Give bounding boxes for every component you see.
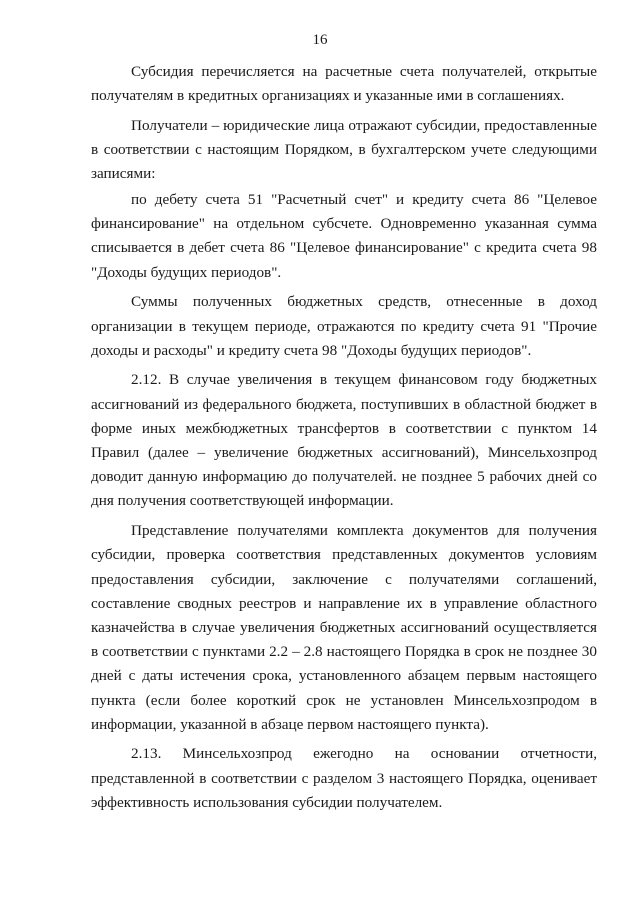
document-body <box>91 60 597 815</box>
paragraph-accounting-records: Получатели – юридические лица отражают субсидии, предоставленные в соответствии с настоящим Порядком, в бухгалтерском учете следующими записями: <box>91 116 597 183</box>
paragraph-debit-credit-entries: по дебету счета 51 "Расчетный счет" и кредиту счета 86 "Целевое финансирование" на отдельном субсчете. Одновременно указанная сумма списывается в дебет счета 86 "Целевое финансирование" с кредита счета 98 "Доходы будущих периодов". <box>91 191 597 281</box>
paragraph-income-recognition: Суммы полученных бюджетных средств, отнесенные в доход организации в текущем периоде, отражаются по кредиту счета 91 "Прочие доходы и расходы" и кредиту счета 98 "Доходы будущих периодов". <box>91 293 597 359</box>
paragraph-clause-2-13: 2.13. Минсельхозпрод ежегодно на основании отчетности, представленной в соответствии с разделом 3 настоящего Порядка, оценивает эффективность использования субсидии получателем. <box>91 745 597 811</box>
page-number: 16 <box>312 32 328 48</box>
paragraph-document-submission: Представление получателями комплекта документов для получения субсидии, проверка соответствия представленных документов условиям предоставления субсидии, заключение с получателями соглашений, составление сводных реестров и направление их в управление областного казначейства в случае увеличения бюджетных ассигнований осуществляется в соответствии с пунктами 2.2 – 2.8 настоящего Порядка в срок не позднее 30 дней с даты истечения срока, установленного абзацем первым настоящего пункта (если более короткий срок не установлен Минсельхозпродом в информации, указанной в абзаце первом настоящего пункта). <box>91 522 597 733</box>
paragraph-subsidy-transfer: Субсидия перечисляется на расчетные счета получателей, открытые получателям в кредитных организациях и указанные ими в соглашениях. <box>91 63 597 105</box>
paragraph-clause-2-12: 2.12. В случае увеличения в текущем финансовом году бюджетных ассигнований из федерального бюджета, поступивших в областной бюджет в форме иных межбюджетных трансфертов в соответствии с пунктом 14 Правил (далее – увеличение бюджетных ассигнований), Минсельхозпрод доводит данную информацию до получателей. не позднее 5 рабочих дней со дня получения соответствующей информации. <box>91 371 597 510</box>
